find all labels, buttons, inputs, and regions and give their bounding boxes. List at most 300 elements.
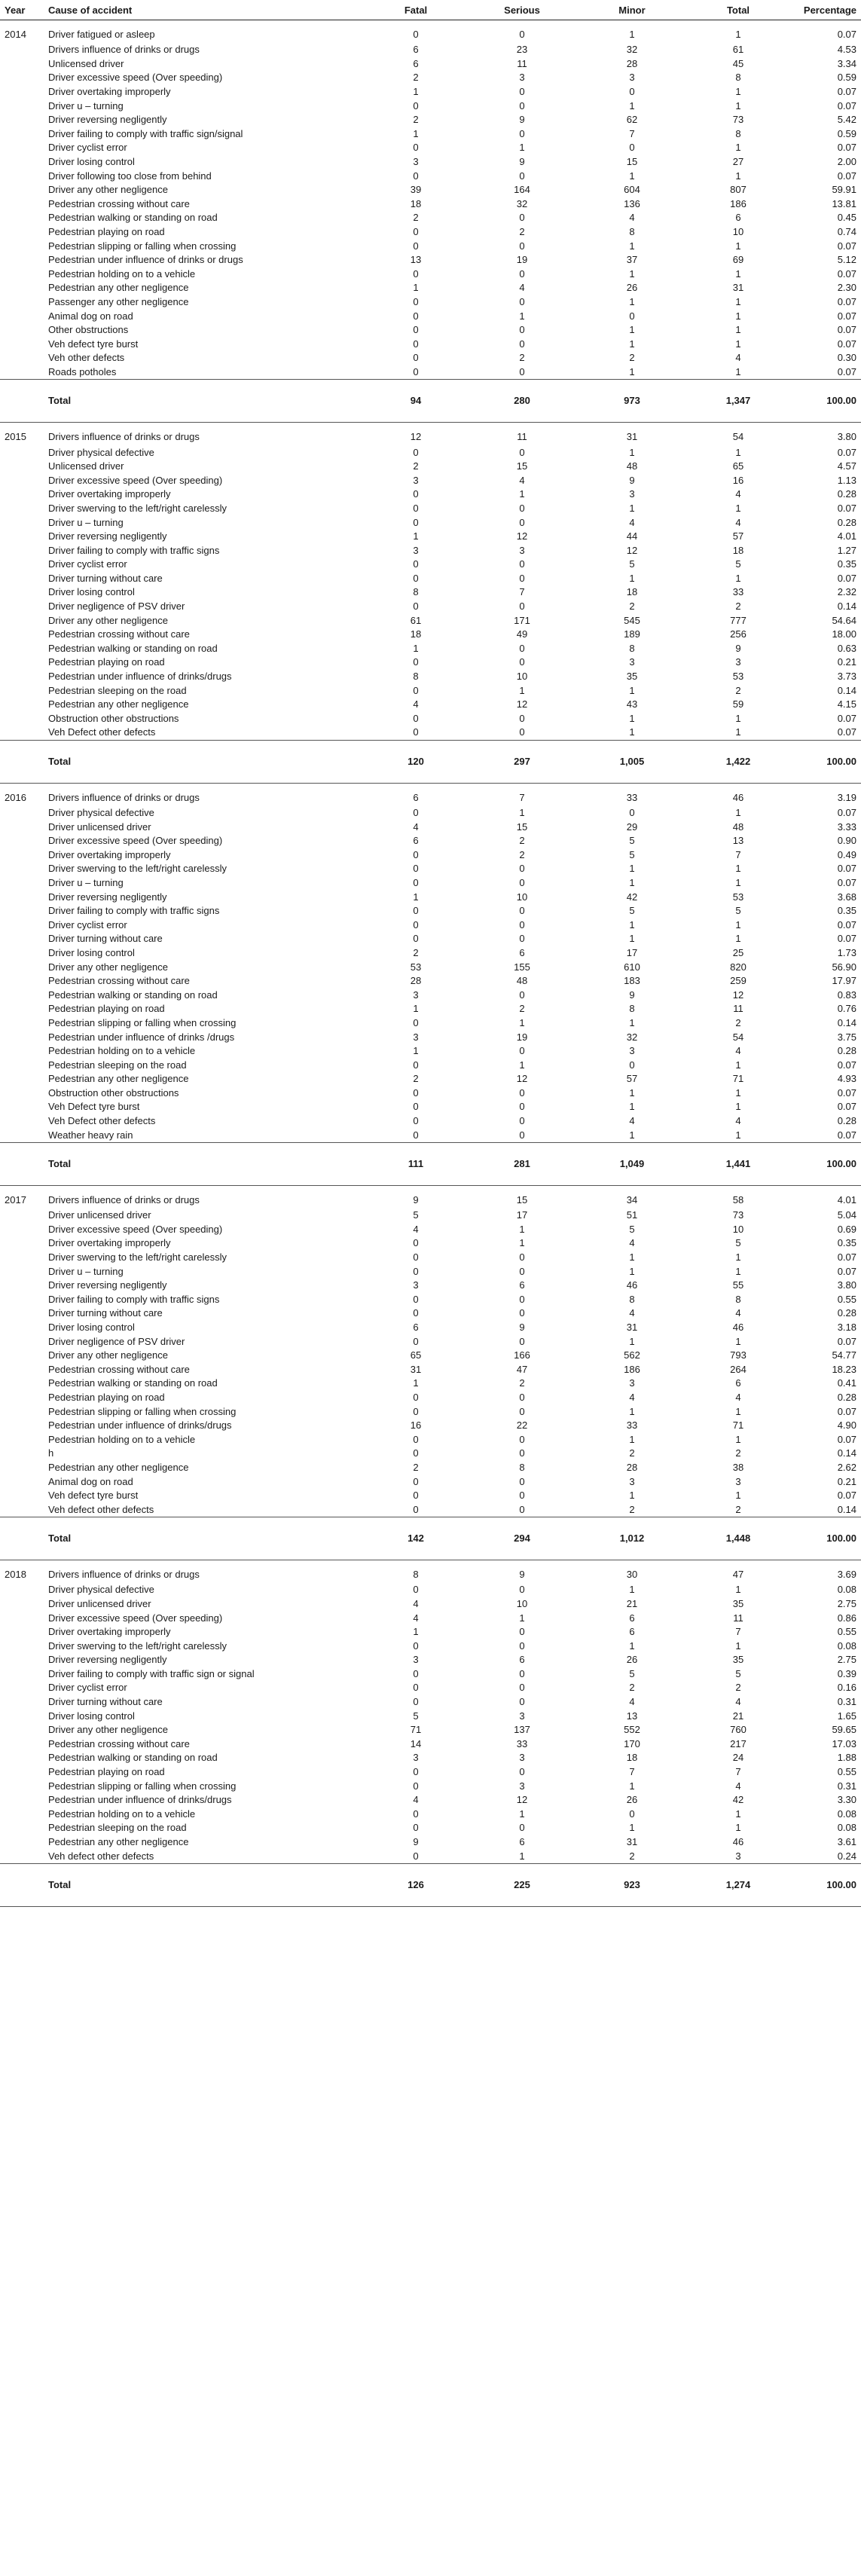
percentage-cell: 4.90 (837, 1419, 856, 1432)
fatal-cell: 0 (413, 1447, 419, 1459)
table-row (0, 848, 861, 863)
year-cell (0, 1293, 44, 1307)
percentage-cell: 1.27 (837, 544, 856, 556)
minor-cell: 62 (626, 114, 638, 126)
year-cell (0, 1279, 44, 1293)
percentage-cell: 3.61 (837, 1836, 856, 1848)
serious-cell: 17 (516, 1209, 528, 1221)
year-cell: 2015 (5, 431, 26, 443)
serious-cell: 0 (519, 127, 525, 139)
table-row (0, 337, 861, 351)
serious-cell: 1 (519, 310, 525, 322)
percentage-cell: 1.88 (837, 1752, 856, 1764)
minor-cell: 8 (629, 226, 635, 238)
fatal-cell: 0 (413, 1335, 419, 1347)
minor-cell: 44 (626, 530, 638, 542)
table-header-row (0, 0, 861, 20)
year-cell (0, 1863, 44, 1906)
year-cell (0, 600, 44, 614)
serious-cell: 1 (519, 142, 525, 154)
year-cell (0, 1086, 44, 1101)
cause-cell: Pedestrian crossing without care (48, 1363, 190, 1375)
percentage-cell: 3.19 (837, 791, 856, 803)
percentage-cell: 0.21 (837, 656, 856, 668)
cause-cell: Driver physical defective (48, 1584, 154, 1596)
percentage-cell: 3.30 (837, 1794, 856, 1806)
year-cell (0, 460, 44, 474)
year-cell (0, 670, 44, 684)
minor-cell: 1 (629, 876, 635, 888)
serious-cell: 0 (519, 1251, 525, 1264)
minor-cell: 1 (629, 29, 635, 40)
year-cell (0, 473, 44, 487)
year-cell (0, 712, 44, 726)
fatal-cell: 3 (413, 989, 419, 1001)
serious-cell: 0 (519, 1293, 525, 1305)
minor-cell: 34 (626, 1193, 638, 1205)
percentage-cell: 0.83 (837, 989, 856, 1001)
table-row (0, 113, 861, 127)
serious-cell: 10 (516, 1597, 528, 1609)
serious-cell: 49 (516, 628, 528, 640)
total-total-cell: 1,274 (688, 1863, 789, 1906)
serious-cell: 1 (519, 807, 525, 819)
serious-cell: 0 (519, 1490, 525, 1502)
minor-cell: 43 (626, 698, 638, 710)
minor-cell: 5 (629, 1667, 635, 1679)
percentage-cell: 5.42 (837, 114, 856, 126)
table-row (0, 502, 861, 516)
serious-cell: 2 (519, 848, 525, 860)
year-cell (0, 820, 44, 834)
cause-cell: Driver negligence of PSV driver (48, 1335, 185, 1347)
cause-cell: Pedestrian under influence of drinks/drugs (48, 1794, 232, 1806)
cause-cell: Driver u – turning (48, 99, 124, 112)
fatal-cell: 0 (413, 1293, 419, 1305)
table-row (0, 1363, 861, 1377)
cause-cell: Driver unlicensed driver (48, 1597, 151, 1609)
total-cell: 1 (735, 1807, 741, 1820)
table-row (0, 1391, 861, 1405)
percentage-cell: 0.63 (837, 642, 856, 654)
minor-cell: 1 (629, 684, 635, 696)
table-row (0, 946, 861, 961)
serious-cell: 12 (516, 1794, 528, 1806)
cause-cell: Driver swerving to the left/right carelessly (48, 863, 227, 875)
year-cell (0, 183, 44, 197)
table-row (0, 267, 861, 282)
serious-cell: 0 (519, 1626, 525, 1638)
fatal-cell: 0 (413, 863, 419, 875)
year-cell (0, 239, 44, 253)
year-cell (0, 1709, 44, 1723)
table-row (0, 1723, 861, 1737)
year-cell (0, 585, 44, 600)
total-cell: 1 (735, 99, 741, 112)
year-cell (0, 1264, 44, 1279)
percentage-cell: 0.07 (837, 863, 856, 875)
percentage-cell: 0.35 (837, 558, 856, 570)
fatal-cell: 14 (410, 1737, 422, 1749)
percentage-cell: 54.64 (832, 614, 856, 626)
serious-cell: 19 (516, 254, 528, 266)
year-cell (0, 43, 44, 57)
total-cell: 4 (735, 1780, 741, 1792)
serious-cell: 0 (519, 1101, 525, 1113)
serious-cell: 3 (519, 1710, 525, 1722)
serious-cell: 0 (519, 1766, 525, 1778)
serious-cell: 0 (519, 1307, 525, 1319)
total-cell: 4 (735, 1391, 741, 1403)
table-row (0, 1639, 861, 1653)
year-cell (0, 1236, 44, 1251)
total-cell: 2 (735, 1447, 741, 1459)
total-cell: 2 (735, 1016, 741, 1028)
percentage-cell: 4.57 (837, 460, 856, 472)
total-cell: 4 (735, 1045, 741, 1057)
percentage-cell: 0.14 (837, 1016, 856, 1028)
percentage-cell: 3.73 (837, 671, 856, 683)
year-cell (0, 1611, 44, 1625)
total-cell: 1 (735, 29, 741, 40)
cause-cell: Driver excessive speed (Over speeding) (48, 1612, 223, 1624)
table-row (0, 1695, 861, 1710)
minor-cell: 4 (629, 1237, 635, 1249)
fatal-cell: 0 (413, 684, 419, 696)
fatal-cell: 0 (413, 99, 419, 112)
year-cell (0, 295, 44, 310)
cause-cell: Driver reversing negligently (48, 1654, 167, 1666)
serious-cell: 171 (514, 614, 530, 626)
minor-cell: 48 (626, 460, 638, 472)
percentage-cell: 0.07 (837, 99, 856, 112)
year-cell (0, 932, 44, 946)
minor-cell: 21 (626, 1597, 638, 1609)
percentage-cell: 0.59 (837, 72, 856, 84)
total-row (0, 1863, 861, 1906)
fatal-cell: 8 (413, 586, 419, 598)
table-row (0, 1251, 861, 1265)
serious-cell: 164 (514, 184, 530, 196)
minor-cell: 1 (629, 240, 635, 252)
minor-cell: 1 (629, 572, 635, 584)
fatal-cell: 0 (413, 848, 419, 860)
total-cell: 5 (735, 1667, 741, 1679)
minor-cell: 28 (626, 1461, 638, 1473)
year-cell (0, 1793, 44, 1807)
year-cell (0, 530, 44, 544)
fatal-cell: 0 (413, 338, 419, 350)
percentage-cell: 5.12 (837, 254, 856, 266)
table-row (0, 295, 861, 310)
percentage-cell: 3.34 (837, 57, 856, 69)
cause-cell: Pedestrian holding on to a vehicle (48, 1807, 196, 1820)
serious-cell: 7 (519, 791, 525, 803)
table-row (0, 197, 861, 212)
cause-cell: Passenger any other negligence (48, 295, 189, 307)
minor-cell: 1 (629, 295, 635, 307)
total-percentage-cell: 100.00 (789, 1517, 861, 1560)
table-row (0, 141, 861, 155)
serious-cell: 1 (519, 1850, 525, 1862)
minor-cell: 2 (629, 1447, 635, 1459)
serious-cell: 0 (519, 1447, 525, 1459)
fatal-cell: 1 (413, 282, 419, 294)
total-cell: 73 (732, 1209, 744, 1221)
percentage-cell: 13.81 (832, 197, 856, 209)
minor-cell: 26 (626, 1794, 638, 1806)
table-row (0, 655, 861, 670)
minor-cell: 2 (629, 1682, 635, 1694)
cause-cell: Pedestrian any other negligence (48, 1461, 189, 1473)
percentage-cell: 17.97 (832, 975, 856, 987)
cause-cell: Pedestrian walking or standing on road (48, 642, 218, 654)
minor-cell: 562 (624, 1349, 640, 1361)
table-row (0, 1765, 861, 1780)
serious-cell: 0 (519, 170, 525, 182)
serious-cell: 7 (519, 586, 525, 598)
serious-cell: 0 (519, 918, 525, 930)
total-cell: 2 (735, 1503, 741, 1515)
fatal-cell: 0 (413, 876, 419, 888)
fatal-cell: 3 (413, 474, 419, 486)
serious-cell: 0 (519, 863, 525, 875)
total-cell: 3 (735, 1850, 741, 1862)
year-cell: 2017 (5, 1193, 26, 1205)
minor-cell: 7 (629, 1766, 635, 1778)
total-cell: 58 (732, 1193, 744, 1205)
year-cell (0, 1419, 44, 1433)
total-cell: 25 (732, 946, 744, 958)
fatal-cell: 0 (413, 1059, 419, 1071)
total-cell: 8 (735, 72, 741, 84)
total-cell: 57 (732, 530, 744, 542)
serious-cell: 12 (516, 530, 528, 542)
header-cause: Cause of accident (44, 0, 364, 20)
year-cell (0, 1334, 44, 1349)
fatal-cell: 1 (413, 1003, 419, 1015)
minor-cell: 170 (624, 1737, 640, 1749)
year-cell (0, 85, 44, 99)
table-row (0, 1349, 861, 1363)
fatal-cell: 0 (413, 1391, 419, 1403)
percentage-cell: 0.07 (837, 267, 856, 280)
minor-cell: 2 (629, 1503, 635, 1515)
serious-cell: 0 (519, 1086, 525, 1099)
percentage-cell: 0.07 (837, 86, 856, 98)
total-cell: 1 (735, 807, 741, 819)
serious-cell: 137 (514, 1724, 530, 1736)
cause-cell: Pedestrian holding on to a vehicle (48, 1433, 196, 1445)
total-cell: 7 (735, 1766, 741, 1778)
minor-cell: 0 (629, 310, 635, 322)
year-cell (0, 1002, 44, 1016)
minor-cell: 1 (629, 1101, 635, 1113)
cause-cell: Pedestrian walking or standing on road (48, 212, 218, 224)
cause-cell: Driver any other negligence (48, 614, 168, 626)
total-cell: 55 (732, 1279, 744, 1291)
serious-cell: 3 (519, 1780, 525, 1792)
year-cell (0, 1835, 44, 1850)
percentage-cell: 2.75 (837, 1597, 856, 1609)
year-cell (0, 543, 44, 558)
year-cell (0, 225, 44, 240)
serious-cell: 12 (516, 698, 528, 710)
table-row (0, 423, 861, 446)
minor-cell: 18 (626, 586, 638, 598)
fatal-cell: 2 (413, 72, 419, 84)
serious-cell: 19 (516, 1031, 528, 1043)
year-cell (0, 655, 44, 670)
cause-cell: Driver losing control (48, 1322, 135, 1334)
serious-cell: 9 (519, 1569, 525, 1581)
fatal-cell: 0 (413, 1265, 419, 1277)
table-row (0, 932, 861, 946)
header-fatal: Fatal (364, 0, 468, 20)
year-cell (0, 558, 44, 572)
year-cell (0, 740, 44, 783)
minor-cell: 604 (624, 184, 640, 196)
serious-cell: 15 (516, 820, 528, 833)
serious-cell: 9 (519, 156, 525, 168)
table-row (0, 1489, 861, 1503)
total-cell: 46 (732, 1836, 744, 1848)
percentage-cell: 0.14 (837, 1503, 856, 1515)
serious-cell: 1 (519, 684, 525, 696)
cause-cell: Pedestrian sleeping on the road (48, 684, 187, 696)
fatal-cell: 53 (410, 961, 422, 973)
serious-cell: 15 (516, 1193, 528, 1205)
year-cell (0, 99, 44, 113)
serious-cell: 6 (519, 1836, 525, 1848)
percentage-cell: 0.28 (837, 1045, 856, 1057)
percentage-cell: 0.28 (837, 516, 856, 528)
year-cell (0, 445, 44, 460)
minor-cell: 4 (629, 1307, 635, 1319)
total-cell: 24 (732, 1752, 744, 1764)
cause-cell: Drivers influence of drinks or drugs (48, 431, 200, 443)
total-cell: 6 (735, 212, 741, 224)
year-cell (0, 1625, 44, 1639)
total-cell: 45 (732, 57, 744, 69)
year-cell (0, 848, 44, 863)
percentage-cell: 0.07 (837, 324, 856, 336)
serious-cell: 2 (519, 835, 525, 847)
table-row (0, 783, 861, 806)
cause-cell: Pedestrian under influence of drinks/drugs (48, 1419, 232, 1432)
percentage-cell: 0.07 (837, 1490, 856, 1502)
year-cell (0, 1461, 44, 1475)
year-cell (0, 1681, 44, 1695)
percentage-cell: 0.07 (837, 918, 856, 930)
year-cell (0, 487, 44, 502)
table-row (0, 862, 861, 876)
total-total-cell: 1,422 (688, 740, 789, 783)
serious-cell: 0 (519, 502, 525, 514)
percentage-cell: 0.07 (837, 365, 856, 377)
year-cell (0, 1639, 44, 1653)
cause-cell: Obstruction other obstructions (48, 1086, 179, 1099)
year-cell (0, 1821, 44, 1835)
year-cell (0, 365, 44, 380)
total-cell: 1 (735, 876, 741, 888)
cause-cell: Driver negligence of PSV driver (48, 600, 185, 613)
year-cell (0, 946, 44, 961)
minor-cell: 1 (629, 446, 635, 458)
total-cell: 1 (735, 1129, 741, 1141)
fatal-cell: 1 (413, 127, 419, 139)
fatal-cell: 18 (410, 628, 422, 640)
cause-cell: Driver unlicensed driver (48, 1209, 151, 1221)
fatal-cell: 9 (413, 1193, 419, 1205)
table-row (0, 1461, 861, 1475)
total-cell: 7 (735, 1626, 741, 1638)
year-cell (0, 698, 44, 712)
fatal-cell: 8 (413, 671, 419, 683)
table-row (0, 1751, 861, 1765)
cause-cell: Driver cyclist error (48, 1682, 127, 1694)
percentage-cell: 0.69 (837, 1223, 856, 1235)
fatal-cell: 1 (413, 1626, 419, 1638)
year-cell (0, 1404, 44, 1419)
serious-cell: 1 (519, 1016, 525, 1028)
cause-cell: Driver overtaking improperly (48, 1626, 171, 1638)
cause-cell: Driver physical defective (48, 446, 154, 458)
minor-cell: 0 (629, 1059, 635, 1071)
table-row (0, 613, 861, 628)
table-row (0, 1223, 861, 1237)
total-cell: 9 (735, 642, 741, 654)
percentage-cell: 0.07 (837, 933, 856, 945)
serious-cell: 23 (516, 44, 528, 56)
minor-cell: 5 (629, 1223, 635, 1235)
table-row (0, 99, 861, 113)
table-row (0, 683, 861, 698)
table-row (0, 1793, 861, 1807)
total-cell: 1 (735, 1405, 741, 1417)
table-row (0, 530, 861, 544)
table-row (0, 712, 861, 726)
year-cell (0, 1377, 44, 1391)
table-row (0, 1709, 861, 1723)
fatal-cell: 4 (413, 1597, 419, 1609)
percentage-cell: 2.00 (837, 156, 856, 168)
minor-cell: 183 (624, 975, 640, 987)
minor-cell: 8 (629, 1003, 635, 1015)
total-cell: 47 (732, 1569, 744, 1581)
table-row (0, 1030, 861, 1044)
serious-cell: 47 (516, 1363, 528, 1375)
total-cell: 186 (730, 197, 747, 209)
minor-cell: 57 (626, 1073, 638, 1085)
table-row (0, 1334, 861, 1349)
year-cell (0, 904, 44, 918)
fatal-cell: 6 (413, 44, 419, 56)
minor-cell: 26 (626, 282, 638, 294)
minor-cell: 4 (629, 516, 635, 528)
year-cell (0, 1306, 44, 1321)
year-cell (0, 1737, 44, 1752)
minor-cell: 1 (629, 99, 635, 112)
total-cell: 21 (732, 1710, 744, 1722)
percentage-cell: 0.07 (837, 1101, 856, 1113)
header-total: Total (688, 0, 789, 20)
fatal-cell: 0 (413, 1766, 419, 1778)
fatal-cell: 2 (413, 946, 419, 958)
percentage-cell: 0.08 (837, 1584, 856, 1596)
total-cell: 1 (735, 338, 741, 350)
percentage-cell: 0.07 (837, 29, 856, 40)
